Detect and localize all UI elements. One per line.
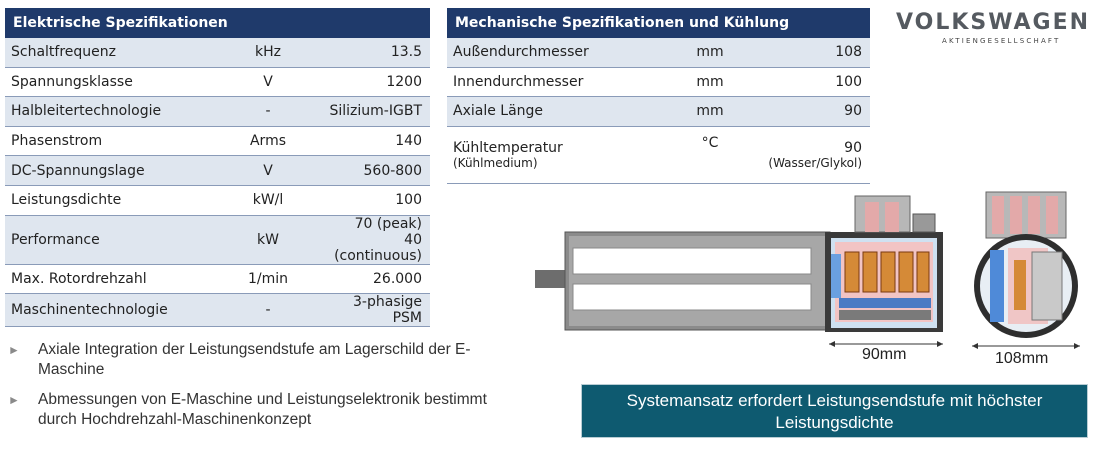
row-unit: mm: [669, 97, 751, 127]
row-value: 26.000: [319, 264, 430, 294]
value-peak: 70 (peak): [354, 215, 422, 232]
row-name: Max. Rotordrehzahl: [5, 264, 217, 294]
row-name: DC-Spannungslage: [5, 156, 217, 186]
table-row: [5, 126, 430, 156]
electrical-table-header: Elektrische Spezifikationen: [5, 8, 430, 38]
dimension-label-length: 90mm: [862, 346, 907, 363]
table-row: [5, 38, 430, 67]
row-name: [447, 126, 669, 183]
bullet-text: Axiale Integration der Leistungsendstufe am Lagerschild der E-Maschine: [38, 341, 471, 378]
table-row: [447, 126, 870, 183]
mechanical-spec-table: [447, 8, 870, 184]
table-row: [5, 67, 430, 97]
conclusion-banner: [581, 384, 1088, 438]
table-row: [5, 294, 430, 327]
mechanical-table-header: Mechanische Spezifikationen und Kühlung: [447, 8, 870, 38]
row-value: [751, 126, 870, 183]
row-unit: mm: [669, 67, 751, 97]
table-row: [5, 215, 430, 264]
row-unit: kHz: [217, 38, 319, 67]
bullet-arrow-icon: ►: [8, 343, 20, 357]
row-value: 1200: [319, 67, 430, 97]
bullet-item: [8, 340, 528, 380]
bullet-arrow-icon: ►: [8, 393, 20, 407]
bullet-text: Abmessungen von E-Maschine und Leistungselektronik bestimmt durch Hochdrehzahl-Maschinenkonzept: [38, 391, 487, 428]
row-name: Phasenstrom: [5, 126, 217, 156]
table-row: [447, 38, 870, 67]
row-unit: V: [217, 156, 319, 186]
row-name: Außendurchmesser: [447, 38, 669, 67]
row-value: 90: [751, 97, 870, 127]
machine-side-view-illustration: [535, 190, 955, 370]
row-name: Schaltfrequenz: [5, 38, 217, 67]
table-row: [447, 67, 870, 97]
row-value: 3-phasige PSM: [319, 294, 430, 327]
row-value: 13.5: [319, 38, 430, 67]
row-unit: kW: [217, 215, 319, 264]
row-value-sub: (Wasser/Glykol): [768, 155, 862, 170]
row-name: Performance: [5, 215, 217, 264]
row-unit: 1/min: [217, 264, 319, 294]
row-name: Leistungsdichte: [5, 185, 217, 215]
row-name-main: Kühltemperatur: [453, 139, 563, 156]
electrical-spec-table: [5, 8, 430, 327]
row-name: Innendurchmesser: [447, 67, 669, 97]
table-row: [5, 264, 430, 294]
row-name: Spannungsklasse: [5, 67, 217, 97]
row-name-sub: (Kühlmedium): [453, 155, 538, 170]
row-value: 100: [751, 67, 870, 97]
row-unit: -: [217, 97, 319, 127]
volkswagen-logo: [896, 10, 1096, 45]
machine-front-view-illustration: [968, 186, 1088, 356]
row-value: 140: [319, 126, 430, 156]
banner-line-1: Systemansatz erfordert Leistungsendstufe mit höchster: [626, 391, 1043, 410]
value-continuous: 40 (continuous): [334, 231, 422, 264]
bullet-list: [8, 340, 528, 440]
row-unit: mm: [669, 38, 751, 67]
table-row: [5, 97, 430, 127]
row-unit: kW/l: [217, 185, 319, 215]
row-name: Axiale Länge: [447, 97, 669, 127]
row-unit: °C: [669, 126, 751, 183]
row-value: 560-800: [319, 156, 430, 186]
bullet-item: [8, 390, 528, 430]
logo-subtitle: AKTIENGESELLSCHAFT: [942, 37, 1061, 45]
row-value: Silizium-IGBT: [319, 97, 430, 127]
row-value: [319, 215, 430, 264]
banner-line-2: Leistungsdichte: [775, 413, 894, 432]
row-unit: -: [217, 294, 319, 327]
dimension-label-diameter: 108mm: [995, 350, 1049, 367]
row-unit: V: [217, 67, 319, 97]
row-value: 100: [319, 185, 430, 215]
table-row: [5, 185, 430, 215]
table-row: [447, 97, 870, 127]
table-row: [5, 156, 430, 186]
logo-wordmark: VOLKSWAGEN: [896, 10, 1091, 35]
row-value: 108: [751, 38, 870, 67]
row-name: Halbleitertechnologie: [5, 97, 217, 127]
row-unit: Arms: [217, 126, 319, 156]
row-name: Maschinentechnologie: [5, 294, 217, 327]
row-value-main: 90: [844, 139, 862, 156]
